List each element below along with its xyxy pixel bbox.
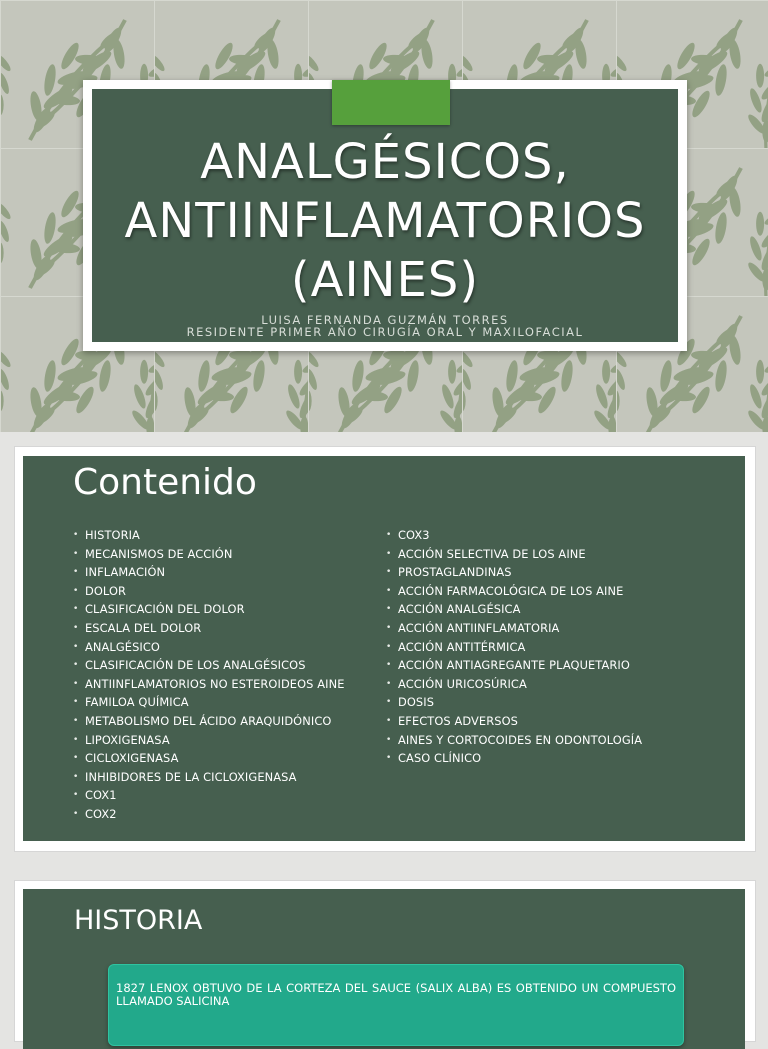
bullet-icon: • [73, 548, 79, 559]
contents-item [73, 786, 345, 805]
contents-item-label: ACCIÓN ANTITÉRMICA [398, 639, 526, 654]
contents-item [73, 712, 345, 731]
contents-item-label: ANTIINFLAMATORIOS NO ESTEROIDEOS AINE [85, 676, 345, 691]
bullet-icon: • [73, 734, 79, 745]
bullet-icon: • [386, 734, 392, 745]
accent-tab [332, 80, 450, 125]
contents-title: Contenido [73, 462, 257, 503]
contents-item [386, 619, 642, 638]
contents-item-label: INHIBIDORES DE LA CICLOXIGENASA [85, 769, 297, 784]
contents-item [386, 526, 642, 545]
bullet-icon: • [73, 641, 79, 652]
contents-item-label: CICLOXIGENASA [85, 751, 179, 766]
contents-item [73, 693, 345, 712]
history-slide[interactable] [14, 880, 756, 1042]
contents-item [73, 675, 345, 694]
contents-item-label: COX3 [398, 528, 430, 542]
bullet-icon: • [73, 678, 79, 689]
bullet-icon: • [386, 567, 392, 578]
bullet-icon: • [73, 585, 79, 596]
bullet-icon: • [386, 604, 392, 615]
contents-item-label: METABOLISMO DEL ÁCIDO ARAQUIDÓNICO [85, 713, 332, 728]
contents-item-label: HISTORIA [85, 528, 140, 542]
contents-slide[interactable] [14, 446, 756, 852]
history-title: HISTORIA [74, 905, 203, 936]
contents-item [386, 731, 642, 750]
bullet-icon: • [386, 530, 392, 540]
contents-item [73, 749, 345, 768]
contents-item-label: ACCIÓN ANTIAGREGANTE PLAQUETARIO [398, 658, 630, 673]
bullet-icon: • [386, 660, 392, 671]
contents-item-label: CASO CLÍNICO [398, 751, 482, 766]
author-name: LUISA FERNANDA GUZMÁN TORRES [261, 313, 509, 327]
bullet-icon: • [73, 771, 79, 782]
contents-item [386, 712, 642, 731]
contents-item-label: DOSIS [398, 695, 435, 710]
contents-item [73, 600, 345, 619]
contents-item [73, 731, 345, 750]
contents-list-right [386, 526, 642, 768]
contents-item-label: CLASIFICACIÓN DE LOS ANALGÉSICOS [85, 658, 306, 673]
bullet-icon: • [73, 790, 79, 801]
contents-item-label: COX2 [85, 806, 117, 821]
contents-panel [23, 456, 745, 841]
contents-item-label: MECANISMOS DE ACCIÓN [85, 546, 233, 561]
contents-item-label: ESCALA DEL DOLOR [85, 620, 202, 635]
contents-item-label: ACCIÓN ANTIINFLAMATORIA [398, 620, 560, 635]
contents-item-label: ACCIÓN SELECTIVA DE LOS AINE [398, 546, 586, 561]
contents-item [386, 656, 642, 675]
bullet-icon: • [386, 678, 392, 689]
history-text: 1827 LENOX OBTUVO DE LA CORTEZA DEL SAUCE (SALIX ALBA) ES OBTENIDO UN COMPUESTO LLAMADO SALICINA [116, 981, 676, 1008]
bullet-icon: • [73, 697, 79, 708]
contents-list-left [73, 526, 345, 824]
contents-item-label: ANALGÉSICO [85, 639, 160, 654]
contents-item [386, 582, 642, 601]
contents-item [386, 638, 642, 657]
contents-item [386, 545, 642, 564]
contents-item-label: COX1 [85, 788, 117, 803]
contents-item [386, 675, 642, 694]
contents-item [73, 638, 345, 657]
contents-item [73, 582, 345, 601]
author-role: RESIDENTE PRIMER AÑO CIRUGÍA ORAL Y MAXILOFACIAL [186, 325, 584, 339]
contents-item-label: ACCIÓN FARMACOLÓGICA DE LOS AINE [398, 583, 624, 598]
contents-item [73, 545, 345, 564]
bullet-icon: • [386, 585, 392, 596]
contents-item [73, 526, 345, 545]
title-slide[interactable] [0, 0, 768, 432]
contents-item-label: ACCIÓN URICOSÚRICA [398, 676, 527, 691]
contents-item [386, 693, 642, 712]
contents-item [73, 656, 345, 675]
contents-item [386, 600, 642, 619]
contents-item-label: AINES Y CORTOCOIDES EN ODONTOLOGÍA [398, 732, 643, 747]
contents-item-label: INFLAMACIÓN [85, 565, 166, 580]
contents-item-label: DOLOR [85, 583, 127, 598]
bullet-icon: • [73, 530, 79, 540]
bullet-icon: • [73, 604, 79, 615]
bullet-icon: • [73, 808, 79, 819]
contents-item-label: CLASIFICACIÓN DEL DOLOR [85, 602, 245, 617]
contents-item-label: LIPOXIGENASA [85, 732, 170, 747]
bullet-icon: • [386, 715, 392, 726]
contents-item [73, 768, 345, 787]
slide-title: ANALGÉSICOS, ANTIINFLAMATORIOS (AINES) [124, 134, 646, 308]
contents-item [73, 563, 345, 582]
history-panel [23, 889, 745, 1049]
bullet-icon: • [73, 622, 79, 633]
contents-item-label: FAMILOA QUÍMICA [85, 695, 189, 710]
title-frame [83, 80, 687, 351]
bullet-icon: • [386, 548, 392, 559]
contents-item [386, 749, 642, 768]
bullet-icon: • [386, 697, 392, 708]
contents-item [73, 805, 345, 824]
contents-item-label: PROSTAGLANDINAS [398, 565, 512, 580]
contents-item-label: ACCIÓN ANALGÉSICA [398, 602, 521, 617]
contents-item [386, 563, 642, 582]
bullet-icon: • [386, 641, 392, 652]
contents-item [73, 619, 345, 638]
title-panel [92, 89, 678, 342]
bullet-icon: • [73, 715, 79, 726]
bullet-icon: • [73, 567, 79, 578]
bullet-icon: • [386, 753, 392, 764]
bullet-icon: • [73, 660, 79, 671]
bullet-icon: • [73, 753, 79, 764]
history-textbox [108, 964, 684, 1046]
bullet-icon: • [386, 622, 392, 633]
contents-item-label: EFECTOS ADVERSOS [398, 713, 518, 728]
